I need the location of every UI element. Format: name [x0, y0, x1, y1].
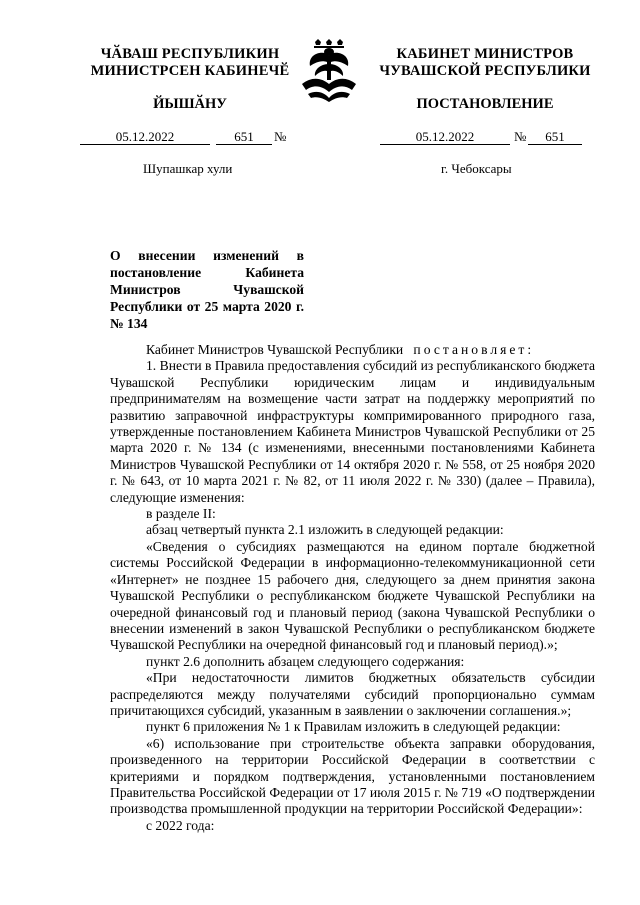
- left-date: 05.12.2022: [80, 129, 210, 145]
- document-subject: О внесении изменений в постановление Кабинета Министров Чувашской Республики от 25 марта 2020 г. № 134: [110, 248, 304, 331]
- paragraph-6: «При недостаточности лимитов бюджетных обязательств субсидии распределяются между получателями субсидий пропорционально суммам причитающихся субсидий, указанным в заявлении о заключении соглашения.»;: [110, 670, 595, 718]
- right-header-line2: ЧУВАШСКОЙ РЕСПУБЛИКИ: [379, 63, 591, 79]
- paragraph-4: «Сведения о субсидиях размещаются на едином портале бюджетной системы Российской Федерации в информационно-телекоммуникационной сети «Интернет» не позднее 15 рабочего дня, следующего за днем принятия закона Чувашской Республики о республиканском бюджете Чувашской Республики на очередной финансовый год и плановый период (закона Чувашской Республики о внесении изменений в закон Чувашской Республики о республиканском бюджете Чувашской Республики на очередной финансовый год и плановый период).»;: [110, 538, 595, 653]
- left-place: Шупашкар хули: [143, 161, 233, 176]
- left-number: 651: [216, 129, 272, 145]
- right-doc-type: ПОСТАНОВЛЕНИЕ: [416, 96, 554, 112]
- paragraph-1: 1. Внести в Правила предоставления субсидий из республиканского бюджета Чувашской Республики юридическим лицам и индивидуальным предпринимателям на возмещение части затрат на поддержку мероприятий по развитию заправочной инфраструктуры компримированного природного газа, утвержденные постановлением Кабинета Министров Чувашской Республики от 25 марта 2020 г. № 134 (с изменениями, внесенными постановлениями Кабинета Министров Чувашской Республики от 14 октября 2020 г. № 558, от 25 ноября 2020 г. № 643, от 10 марта 2021 г. № 82, от 11 июля 2022 г. № 330) (далее – Правила), следующие изменения:: [110, 358, 595, 505]
- paragraph-5: пункт 2.6 дополнить абзацем следующего содержания:: [146, 653, 465, 669]
- intro-paragraph: [110, 342, 595, 358]
- paragraph-7: пункт 6 приложения № 1 к Правилам изложить в следующей редакции:: [146, 719, 561, 735]
- right-header: [350, 46, 620, 80]
- right-number: 651: [528, 129, 582, 145]
- paragraph-3: абзац четвертый пункта 2.1 изложить в следующей редакции:: [146, 522, 504, 538]
- intro-verb: постановляет:: [413, 342, 535, 357]
- right-number-sign: №: [514, 129, 527, 144]
- paragraph-9: с 2022 года:: [146, 817, 215, 833]
- paragraph-8: «6) использование при строительстве объекта заправки оборудования, произведенного на территории Российской Федерации в соответствии с критериями и порядком подтверждения, установленными постановлением Правительства Российской Федерации от 17 июля 2015 г. № 719 «О подтверждении производства промышленной продукции на территории Российской Федерации»:: [110, 735, 595, 817]
- left-header-line2: МИНИСТРСЕН КАБИНЕЧӖ: [90, 63, 290, 79]
- intro-prefix: Кабинет Министров Чувашской Республики: [146, 342, 404, 357]
- left-header-line1: ЧӐВАШ РЕСПУБЛИКИН: [100, 46, 280, 62]
- right-header-line1: КАБИНЕТ МИНИСТРОВ: [396, 46, 574, 62]
- left-header: [60, 46, 320, 80]
- right-place: г. Чебоксары: [441, 161, 512, 176]
- right-date: 05.12.2022: [380, 129, 510, 145]
- document-body: [110, 342, 595, 834]
- left-number-sign: №: [274, 129, 287, 144]
- left-doc-type: ЙЫШӐНУ: [153, 96, 227, 112]
- paragraph-2: в разделе II:: [146, 506, 216, 522]
